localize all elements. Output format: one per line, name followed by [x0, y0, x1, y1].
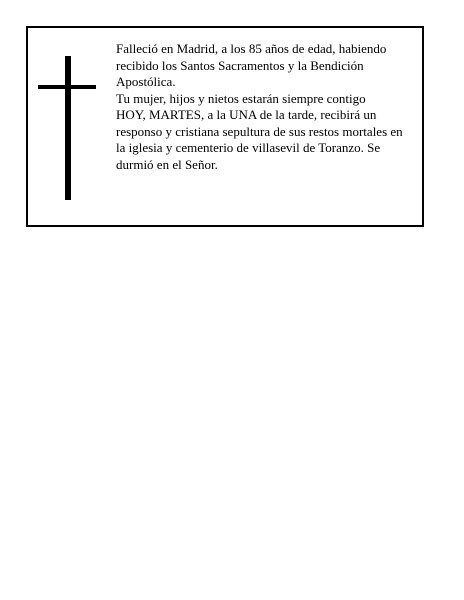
- death-notice: [26, 26, 424, 227]
- cross-vertical-bar: [65, 56, 71, 200]
- notice-line: durmió en el Señor.: [116, 156, 218, 172]
- notice-line: Apostólica.: [116, 74, 176, 89]
- notice-line: Falleció en Madrid, a los 85 años de edad, habiendo: [116, 41, 387, 56]
- notice-line: Tu mujer, hijos y nietos estarán siempre contigo: [116, 90, 366, 106]
- notice-line: recibido los Santos Sacramentos y la Bendición: [116, 57, 364, 73]
- notice-line: la iglesia y cementerio de villasevil de Toranzo. Se: [116, 140, 381, 155]
- notice-line: responso y cristiana sepultura de sus restos mortales en: [116, 123, 403, 139]
- notice-line: HOY, MARTES, a la UNA de la tarde, recibirá un: [116, 107, 377, 122]
- notice-text: [116, 41, 421, 173]
- cross-horizontal-bar: [38, 85, 96, 89]
